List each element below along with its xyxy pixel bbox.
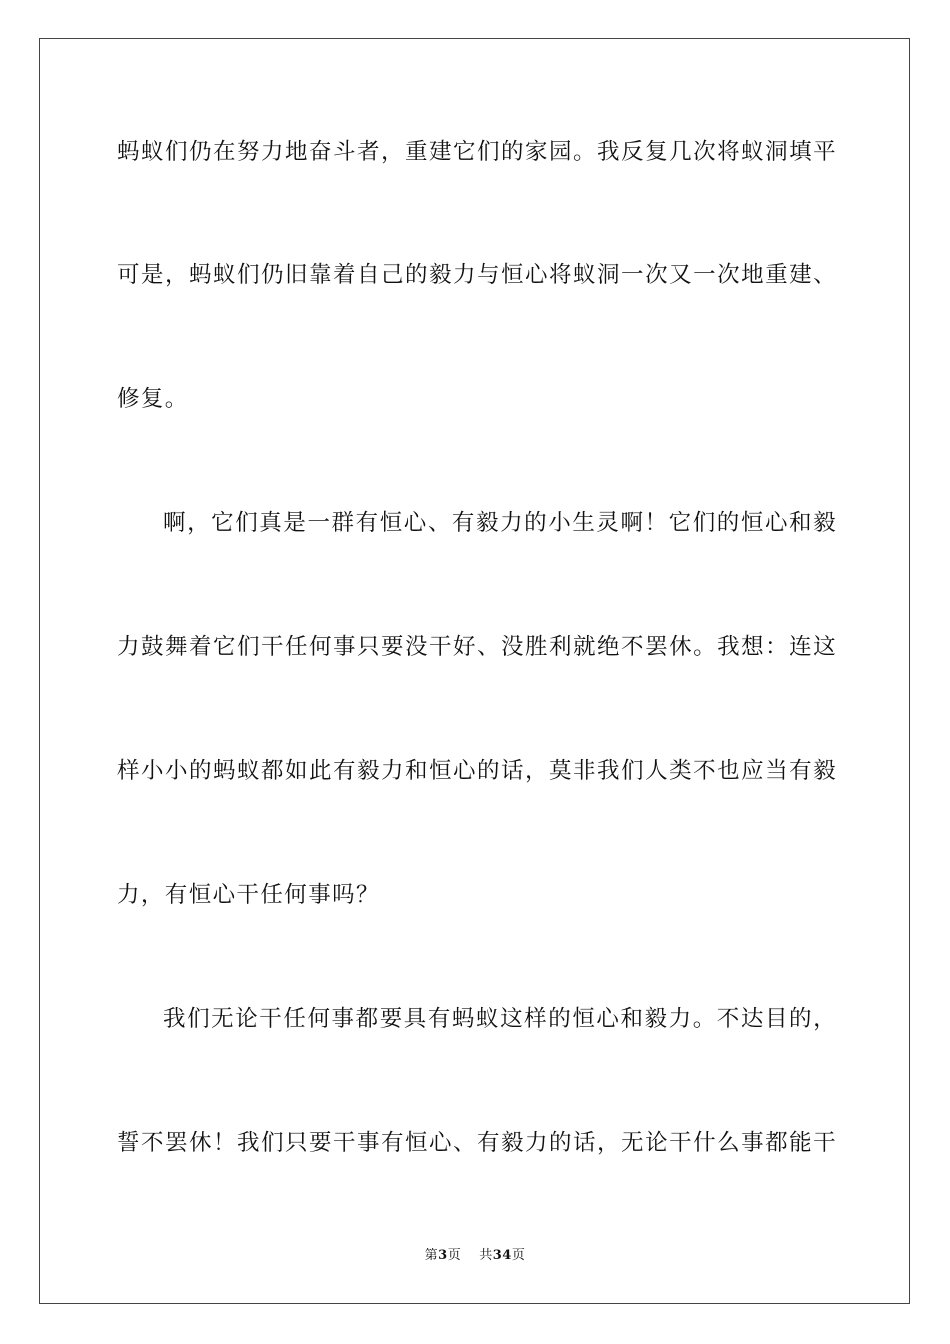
total-pages: 34 — [492, 1248, 512, 1263]
page-suffix: 页 — [447, 1248, 462, 1263]
text-line-3: 修复。 — [117, 386, 189, 412]
page-number: 3 — [438, 1248, 448, 1263]
page-border — [39, 38, 910, 1304]
page-prefix: 第 — [424, 1248, 439, 1263]
total-suffix: 页 — [511, 1248, 526, 1263]
text-line-8: 我们无论干任何事都要具有蚂蚁这样的恒心和毅力。不达目的， — [163, 1006, 837, 1032]
text-line-7: 力，有恒心干任何事吗？ — [117, 882, 380, 908]
text-line-4: 啊，它们真是一群有恒心、有毅力的小生灵啊！它们的恒心和毅 — [163, 510, 837, 536]
text-line-9: 誓不罢休！我们只要干事有恒心、有毅力的话，无论干什么事都能干 — [117, 1130, 837, 1156]
text-line-5: 力鼓舞着它们干任何事只要没干好、没胜利就绝不罢休。我想：连这 — [117, 634, 837, 660]
text-line-1: 蚂蚁们仍在努力地奋斗者，重建它们的家园。我反复几次将蚁洞填平 — [117, 139, 837, 165]
text-line-2: 可是，蚂蚁们仍旧靠着自己的毅力与恒心将蚁洞一次又一次地重建、 — [117, 262, 837, 288]
total-prefix: 共 — [479, 1248, 493, 1263]
page-footer — [0, 1247, 950, 1265]
text-line-6: 样小小的蚂蚁都如此有毅力和恒心的话，莫非我们人类不也应当有毅 — [117, 758, 837, 784]
